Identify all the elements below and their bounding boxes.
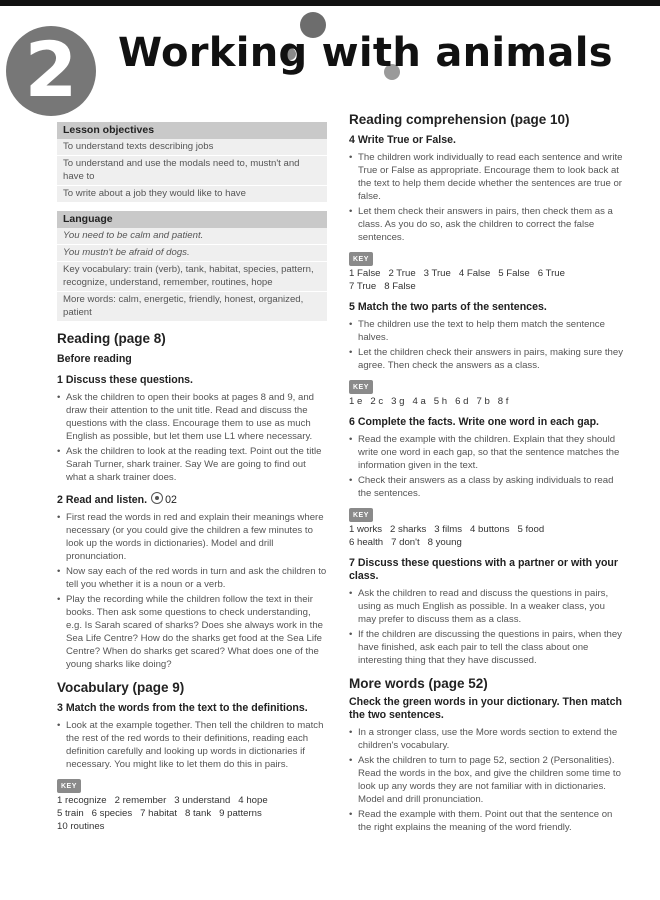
answer-line: 5 train 6 species 7 habitat 8 tank 9 patterns (57, 808, 262, 819)
answer-key (349, 395, 625, 408)
list-item: • Ask the children to read and discuss the questions in pairs, using as much English as possible. In a weaker class, you may prefer to discuss them as a class. (349, 587, 625, 626)
section-heading: Reading comprehension (page 10) (349, 112, 570, 127)
exercise-title: 1 Discuss these questions. (57, 374, 194, 386)
answer-line: 10 routines (57, 821, 105, 832)
list-item: • Ask the children to look at the reading text. Point out the title Sarah Turner, shark trainer. Say We are going to find out what a shark trainer does. (57, 445, 327, 484)
page-title: Working with animals (118, 30, 613, 76)
list-item: • Read the example with the children. Explain that they should write one word in each gap, so that the sentence matches the information given in the text. (349, 433, 625, 472)
key-label: KEY (57, 779, 81, 793)
top-bar (0, 0, 660, 6)
list-item: • In a stronger class, use the More words section to extend the children's vocabulary. (349, 726, 625, 752)
subheading: Before reading (57, 353, 132, 365)
language-row: You need to be calm and patient. (57, 228, 327, 245)
list-item: • If the children are discussing the questions in pairs, when they have finished, ask each pair to tell the class about one interesting thing that they have discussed. (349, 628, 625, 667)
right-column (349, 113, 625, 836)
language-row: More words: calm, energetic, friendly, honest, organized, patient (57, 292, 327, 322)
section-heading: Reading (page 8) (57, 331, 166, 346)
exercise-title: 4 Write True or False. (349, 134, 456, 146)
answer-key (349, 267, 625, 293)
list-item: • The children work individually to read each sentence and write True or False as appropriate. Encourage them to look back at the text to help them decide whether the sentences are true or false. (349, 151, 625, 203)
list-item: • Ask the children to open their books at pages 8 and 9, and draw their attention to the unit title. Read and discuss the questions with the class. Encourage them to use as much English as possible, but let them use L1 where necessary. (57, 391, 327, 443)
answer-line: 1 works 2 sharks 3 films 4 buttons 5 food (349, 524, 545, 535)
section-heading: Vocabulary (page 9) (57, 680, 185, 695)
list-item: • First read the words in red and explain their meanings where necessary (or you could give the children a few minutes to look up the words in dictionaries). Model and drill pronunciation. (57, 511, 327, 563)
unit-number: 2 (24, 25, 78, 114)
box-heading: Language (57, 211, 327, 228)
answer-line: 1 recognize 2 remember 3 understand 4 hope (57, 795, 268, 806)
bullet-list (57, 391, 327, 484)
language-box (57, 211, 327, 322)
objective-row: To write about a job they would like to have (57, 186, 327, 203)
language-row: Key vocabulary: train (verb), tank, habitat, species, pattern, recognize, understand, remember, routines, hope (57, 262, 327, 292)
bullet-list (349, 151, 625, 244)
key-label: KEY (349, 252, 373, 266)
key-label: KEY (349, 508, 373, 522)
bullet-list (349, 318, 625, 372)
answer-key (57, 794, 327, 833)
exercise-title: 5 Match the two parts of the sentences. (349, 301, 547, 313)
answer-line: 1 e 2 c 3 g 4 a 5 h 6 d 7 b 8 f (349, 396, 509, 407)
bullet-list (349, 726, 625, 834)
bullet-list (57, 511, 327, 671)
box-heading: Lesson objectives (57, 122, 327, 139)
list-item: • Read the example with them. Point out that the sentence on the right explains the meaning of the word friendly. (349, 808, 625, 834)
exercise-title: 3 Match the words from the text to the definitions. (57, 702, 308, 714)
list-item: • Look at the example together. Then tell the children to match the rest of the red words to their definitions, reading each definition carefully and looking up words in dictionaries if necessary. You might like to let them do this in pairs. (57, 719, 327, 771)
exercise-title: Check the green words in your dictionary. Then match the two sentences. (349, 696, 622, 721)
list-item: • Let them check their answers in pairs, then check them as a class. As you do so, ask the children to correct the false sentences. (349, 205, 625, 244)
exercise-title: 6 Complete the facts. Write one word in each gap. (349, 416, 599, 428)
list-item: • Now say each of the red words in turn and ask the children to tell you whether it is a noun or a verb. (57, 565, 327, 591)
audio-cd-icon (151, 492, 163, 504)
language-row: You mustn't be afraid of dogs. (57, 245, 327, 262)
bullet-list (349, 433, 625, 500)
list-item: • Let the children check their answers in pairs, making sure they agree. Then check the answers as a class. (349, 346, 625, 372)
list-item: • Check their answers as a class by asking individuals to read the sentences. (349, 474, 625, 500)
exercise-title (57, 492, 327, 507)
exercise-title: 7 Discuss these questions with a partner or with your class. (349, 557, 619, 582)
track-number: 02 (165, 494, 177, 506)
left-column (57, 122, 327, 833)
section-heading: More words (page 52) (349, 676, 488, 691)
exercise-title-text: 2 Read and listen. (57, 494, 148, 506)
objective-row: To understand texts describing jobs (57, 139, 327, 156)
key-label: KEY (349, 380, 373, 394)
answer-key (349, 523, 625, 549)
bullet-list (349, 587, 625, 667)
objective-row: To understand and use the modals need to, mustn't and have to (57, 156, 327, 186)
lesson-objectives-box (57, 122, 327, 203)
answer-line: 7 True 8 False (349, 281, 416, 292)
list-item: • Play the recording while the children follow the text in their books. Then ask some questions to check understanding, e.g. Is Sarah scared of sharks? Does she always work in the Sea Life Centre? How do the sharks get food at the Sea Life Centre? When do sharks get scared? What does one of the young sharks like doing? (57, 593, 327, 671)
answer-line: 6 health 7 don't 8 young (349, 537, 462, 548)
list-item: • The children use the text to help them match the sentence halves. (349, 318, 625, 344)
answer-line: 1 False 2 True 3 True 4 False 5 False 6 True (349, 268, 565, 279)
list-item: • Ask the children to turn to page 52, section 2 (Personalities). Read the words in the box, and give the children some time to look up any words they are not familiar with in dictionaries. Model and drill pronunciation. (349, 754, 625, 806)
bullet-list (57, 719, 327, 771)
unit-badge (6, 26, 96, 116)
